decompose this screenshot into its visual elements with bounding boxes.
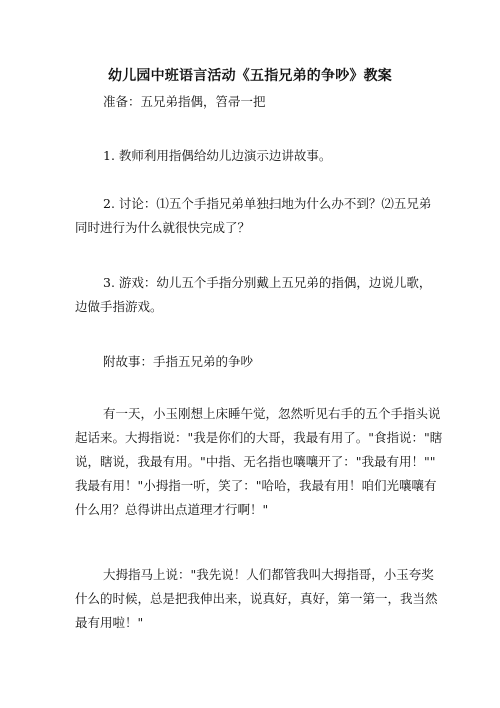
step-1 bbox=[103, 144, 433, 168]
step-2-line-2: 同时进行为什么就很快完成了？ bbox=[75, 220, 251, 235]
step-3 bbox=[75, 271, 433, 319]
step-3-line-1: 3. 游戏：幼儿五个手指分别戴上五兄弟的指偶，边说儿歌， bbox=[103, 275, 432, 290]
story-p1-line-4: 我最有用！"小拇指一听，笑了："哈哈，我最有用！咱们光嚷嚷有 bbox=[75, 478, 437, 493]
preparation-line: 准备：五兄弟指偶，笤帚一把 bbox=[103, 94, 266, 109]
story-paragraph-1 bbox=[75, 402, 443, 522]
step-1-line: 1. 教师利用指偶给幼儿边演示边讲故事。 bbox=[103, 148, 332, 163]
story-p1-line-5: 什么用？总得讲出点道理才行啊！" bbox=[75, 502, 269, 517]
story-p1-line-2: 起话来。大拇指说："我是你们的大哥，我最有用了。"食指说："瞎 bbox=[75, 430, 443, 445]
story-p2-line-2: 什么的时候，总是把我伸出来，说真好，真好，第一第一，我当然 bbox=[75, 591, 438, 606]
story-p2-line-1: 大拇指马上说："我先说！人们都管我叫大拇指哥，小玉夸奖 bbox=[103, 567, 434, 582]
story-paragraph-2 bbox=[75, 563, 438, 635]
story-p1-line-1: 有一天，小玉刚想上床睡午觉，忽然听见右手的五个手指头说 bbox=[103, 406, 441, 421]
preparation-text bbox=[103, 90, 433, 114]
step-2 bbox=[75, 192, 433, 240]
document-title: 幼儿园中班语言活动《五指兄弟的争吵》教案 bbox=[108, 68, 392, 84]
step-3-line-2: 边做手指游戏。 bbox=[75, 299, 163, 314]
story-p2-line-3: 最有用啦！" bbox=[75, 615, 144, 630]
appendix-heading bbox=[103, 350, 433, 374]
story-p1-line-3: 说，瞎说，我最有用。"中指、无名指也嚷嚷开了："我最有用！"" bbox=[75, 454, 436, 469]
appendix-title: 附故事：手指五兄弟的争吵 bbox=[103, 354, 254, 369]
step-2-line-1: 2. 讨论：⑴五个手指兄弟单独扫地为什么办不到？⑵五兄弟 bbox=[103, 196, 432, 211]
